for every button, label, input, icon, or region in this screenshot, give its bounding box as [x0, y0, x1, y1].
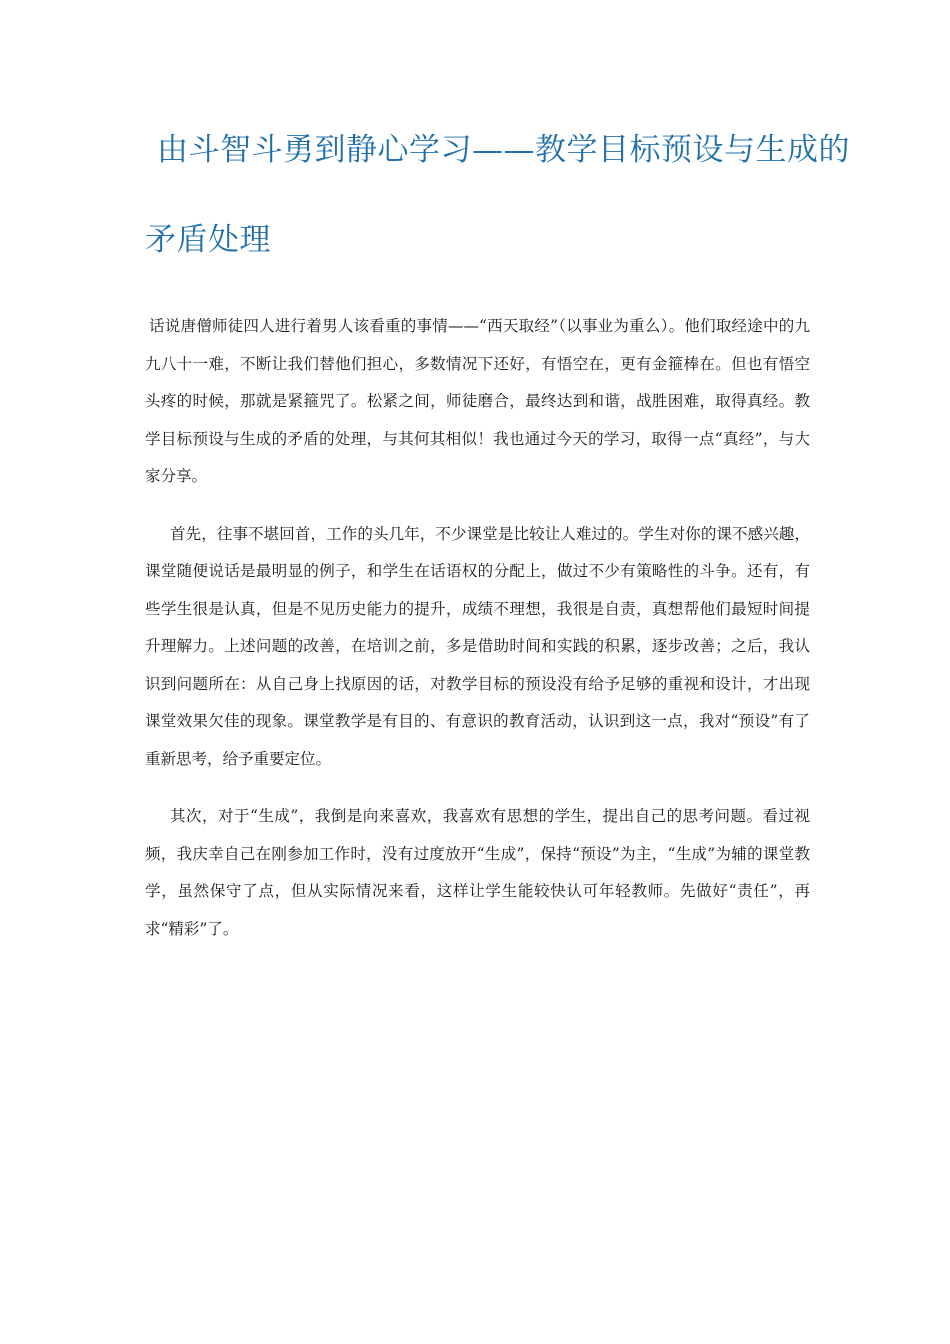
document-title-line-1: 由斗智斗勇到静心学习——教学目标预设与生成的: [157, 132, 850, 168]
paragraph-second-point: 其次，对于“生成”，我倒是向来喜欢，我喜欢有思想的学生，提出自己的思考问题。看过视频，我庆幸自己在刚参加工作时，没有过度放开“生成”，保持“预设”为主，“生成”为辅的课堂教学，虽然保守了点，但从实际情况来看，这样让学生能较快认可年轻教师。先做好“责任”，再求“精彩”了。: [145, 807, 810, 938]
document-page: [145, 120, 850, 968]
paragraph-intro: 话说唐僧师徒四人进行着男人该看重的事情——“西天取经”（以事业为重么）。他们取经途中的九九八十一难，不断让我们替他们担心，多数情况下还好，有悟空在，更有金箍棒在。但也有悟空头疼的时候，那就是紧箍咒了。松紧之间，师徒磨合，最终达到和谐，战胜困难，取得真经。教学目标预设与生成的矛盾的处理，与其何其相似！我也通过今天的学习，取得一点“真经”，与大家分享。: [145, 317, 810, 485]
document-body: [145, 308, 810, 948]
paragraph-first-point: 首先，往事不堪回首，工作的头几年，不少课堂是比较让人难过的。学生对你的课不感兴趣，课堂随便说话是最明显的例子，和学生在话语权的分配上，做过不少有策略性的斗争。还有，有些学生很是认真，但是不见历史能力的提升，成绩不理想，我很是自责，真想帮他们最短时间提升理解力。上述问题的改善，在培训之前，多是借助时间和实践的积累，逐步改善；之后，我认识到问题所在：从自己身上找原因的话，对教学目标的预设没有给予足够的重视和设计，才出现课堂效果欠佳的现象。课堂教学是有目的、有意识的教育活动，认识到这一点，我对“预设”有了重新思考，给予重要定位。: [145, 524, 810, 768]
document-title-line-2: 矛盾处理: [145, 222, 271, 258]
